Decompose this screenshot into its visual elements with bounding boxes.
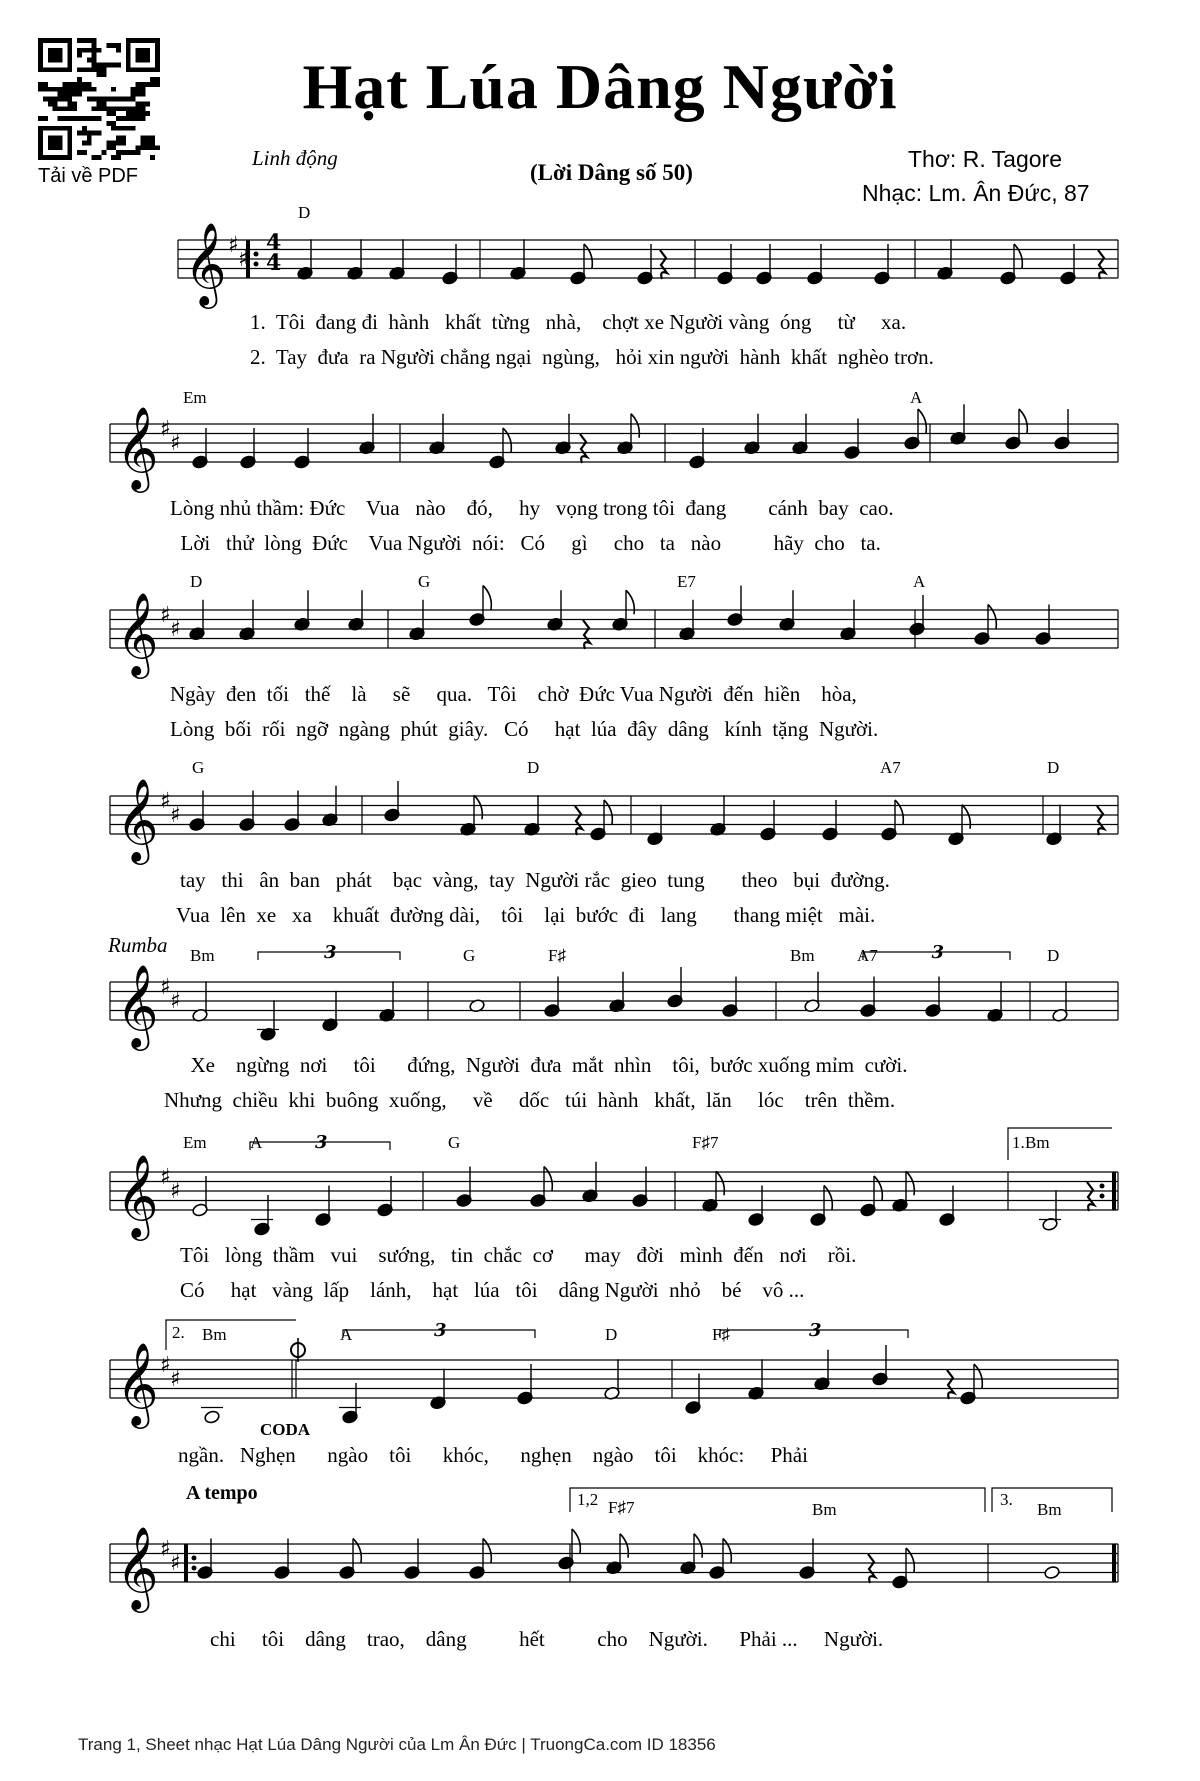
- note-flag: [353, 1539, 361, 1563]
- rest: [580, 434, 587, 463]
- sharp-f: ♯: [160, 1165, 171, 1190]
- poet-credit: Thơ: R. Tagore: [908, 146, 1063, 172]
- volta-label: 1,2: [577, 1490, 599, 1509]
- sharp-f: ♯: [160, 1353, 171, 1378]
- triplet-number: 3: [324, 942, 337, 963]
- lyric-verse-2: Lời thử lòng Đức Vua Người nói: Có gì cho ta nào hãy cho ta.: [170, 531, 881, 555]
- note-flag: [824, 1186, 832, 1210]
- lyric-verse-2: Vua lên xe xa khuất đường dài, tôi lại bước đi lang thang miệt mài.: [176, 903, 876, 927]
- time-signature-top: 4: [266, 230, 282, 256]
- sharp-c: ♯: [238, 247, 249, 272]
- note-flag: [974, 1364, 982, 1388]
- triplet-number: 3: [931, 942, 945, 963]
- chord-symbol: Bm: [202, 1325, 227, 1344]
- page-footer: Trang 1, Sheet nhạc Hạt Lúa Dâng Người của Lm Ân Đức | TruongCa.com ID 18356: [78, 1735, 716, 1754]
- lyric-verse-2: 2. Tay đưa ra Người chẳng ngại ngùng, hỏi xin người hành khất nghèo trơn.: [250, 345, 934, 369]
- chord-symbol: Bm: [1037, 1500, 1062, 1519]
- treble-clef: 𝄞: [116, 777, 159, 861]
- note-flag: [483, 1539, 491, 1563]
- sharp-c: ♯: [170, 1179, 181, 1204]
- chord-symbol: E7: [677, 572, 696, 591]
- composer-credit: Nhạc: Lm. Ân Đức, 87: [862, 180, 1090, 206]
- treble-clef: 𝄞: [116, 963, 159, 1047]
- note-flag: [631, 414, 639, 438]
- triplet-number: 3: [315, 1132, 328, 1153]
- lyric-verse-1: chi tôi dâng trao, dâng hết cho Người. Phải ... Người.: [210, 1627, 884, 1651]
- lyric-verse-1: Ngày đen tối thế là sẽ qua. Tôi chờ Đức Vua Người đến hiền hòa,: [170, 682, 857, 706]
- chord-symbol: A: [340, 1325, 353, 1344]
- lyric-verse-1: Lòng nhủ thầm: Đức Vua nào đó, hy vọng trong tôi đang cánh bay cao.: [170, 496, 894, 520]
- section-marking: Rumba: [108, 933, 168, 957]
- sharp-f: ♯: [160, 1537, 171, 1562]
- note-flag: [895, 800, 903, 824]
- volta-label: 3.: [1000, 1490, 1013, 1509]
- chord-symbol: Bm: [190, 946, 215, 965]
- lyric-verse-1: Xe ngừng nơi tôi đứng, Người đưa mắt nhìn tôi, bước xuống mỉm cười.: [180, 1053, 908, 1077]
- chord-symbol: D: [1047, 758, 1060, 777]
- chord-symbol: F♯7: [692, 1133, 719, 1152]
- note-flag: [694, 1534, 702, 1558]
- sharp-f: ♯: [160, 789, 171, 814]
- sharp-c: ♯: [170, 989, 181, 1014]
- coda-label: CODA: [260, 1420, 311, 1439]
- chord-symbol: D: [527, 758, 540, 777]
- chord-symbol: G: [463, 946, 476, 965]
- chord-symbol: F♯: [712, 1325, 730, 1344]
- repeat-dot: [1100, 1184, 1105, 1189]
- lyric-verse-1: 1. Tôi đang đi hành khất từng nhà, chợt xe Người vàng óng từ xa.: [250, 310, 907, 334]
- repeat-dot: [192, 1556, 197, 1561]
- repeat-dot: [254, 262, 259, 267]
- note-flag: [626, 590, 634, 614]
- note-flag: [483, 586, 491, 610]
- note-flag: [988, 605, 996, 629]
- rest: [1087, 1182, 1094, 1211]
- rest: [660, 250, 667, 279]
- lyric-verse-2: Có hạt vàng lấp lánh, hạt lúa tôi dâng Người nhỏ bé vô ...: [180, 1278, 805, 1302]
- chord-symbol: Em: [183, 388, 207, 407]
- note-flag: [544, 1167, 552, 1191]
- sharp-c: ♯: [170, 803, 181, 828]
- note-flag: [604, 800, 612, 824]
- download-pdf-link[interactable]: Tải về PDF: [38, 165, 139, 187]
- volta-bracket: [166, 1320, 296, 1350]
- treble-clef: 𝄞: [116, 591, 159, 675]
- sharp-f: ♯: [160, 603, 171, 628]
- sharp-c: ♯: [170, 431, 181, 456]
- chord-symbol: G: [448, 1133, 461, 1152]
- lyric-verse-2: Lòng bối rối ngỡ ngàng phút giây. Có hạt lúa đây dâng kính tặng Người.: [170, 717, 879, 741]
- volta-label: 2.: [172, 1323, 185, 1342]
- chord-symbol: A7: [880, 758, 901, 777]
- note-flag: [962, 805, 970, 829]
- chord-symbol: Em: [183, 1133, 207, 1152]
- note-flag: [723, 1539, 731, 1563]
- chord-symbol: F♯7: [608, 1498, 635, 1517]
- treble-clef: 𝄞: [184, 221, 227, 305]
- rest: [1097, 806, 1104, 835]
- treble-clef: 𝄞: [116, 405, 159, 489]
- note-head: [1044, 1565, 1061, 1580]
- note-head: [204, 1410, 221, 1425]
- rest: [583, 620, 590, 649]
- triplet-number: 3: [809, 1320, 822, 1341]
- repeat-dot: [1100, 1194, 1105, 1199]
- treble-clef: 𝄞: [116, 1525, 159, 1609]
- rest: [868, 1554, 875, 1583]
- rest: [575, 806, 582, 835]
- chord-symbol: G: [192, 758, 205, 777]
- note-flag: [572, 1529, 580, 1553]
- note-flag: [584, 244, 592, 268]
- chord-symbol: A: [910, 388, 923, 407]
- lyric-verse-1: Tôi lòng thầm vui sướng, tin chắc cơ may đời mình đến nơi rồi.: [180, 1243, 857, 1267]
- note-flag: [906, 1171, 914, 1195]
- sharp-c: ♯: [170, 1367, 181, 1392]
- chord-symbol: A: [913, 572, 926, 591]
- chord-symbol: D: [298, 203, 311, 222]
- chord-symbol: A: [250, 1133, 263, 1152]
- treble-clef: 𝄞: [116, 1153, 159, 1237]
- lyric-verse-2: Nhưng chiều khi buông xuống, về dốc túi hành khất, lăn lóc trên thềm.: [164, 1088, 896, 1112]
- chord-symbol: Bm: [790, 946, 815, 965]
- note-flag: [716, 1171, 724, 1195]
- repeat-dot: [192, 1566, 197, 1571]
- section-marking: A tempo: [186, 1482, 258, 1504]
- rest: [1098, 250, 1105, 279]
- rest: [947, 1370, 954, 1399]
- tempo-marking: Linh động: [252, 146, 338, 170]
- sharp-f: ♯: [228, 233, 239, 258]
- chord-symbol: Bm: [1025, 1133, 1050, 1152]
- note-flag: [874, 1176, 882, 1200]
- sharp-c: ♯: [170, 617, 181, 642]
- note-flag: [1019, 409, 1027, 433]
- chord-symbol: D: [1047, 946, 1060, 965]
- chord-symbol: Bm: [812, 1500, 837, 1519]
- sharp-f: ♯: [160, 417, 171, 442]
- note-flag: [906, 1548, 914, 1572]
- lyric-verse-1: ngần. Nghẹn ngào tôi khóc, nghẹn ngào tôi khóc: Phải: [178, 1443, 808, 1467]
- note-flag: [474, 795, 482, 819]
- chord-symbol: A7: [857, 946, 878, 965]
- volta-label: 1.: [1012, 1133, 1025, 1152]
- chord-symbol: D: [605, 1325, 618, 1344]
- time-signature-bottom: 4: [266, 250, 282, 276]
- note-flag: [620, 1534, 628, 1558]
- sharp-f: ♯: [160, 975, 171, 1000]
- subtitle: (Lời Dâng số 50): [530, 160, 693, 185]
- chord-symbol: F♯: [548, 946, 566, 965]
- chord-symbol: G: [418, 572, 431, 591]
- repeat-dot: [254, 252, 259, 257]
- song-title: Hạt Lúa Dâng Người: [302, 51, 898, 122]
- note-flag: [918, 409, 926, 433]
- chord-symbol: D: [190, 572, 203, 591]
- triplet-number: 3: [434, 1320, 447, 1341]
- lyric-verse-1: tay thi ân ban phát bạc vàng, tay Người rắc gieo tung theo bụi đường.: [180, 868, 890, 892]
- sharp-c: ♯: [170, 1551, 181, 1576]
- treble-clef: 𝄞: [116, 1341, 159, 1425]
- note-flag: [503, 428, 511, 452]
- note-flag: [1014, 244, 1022, 268]
